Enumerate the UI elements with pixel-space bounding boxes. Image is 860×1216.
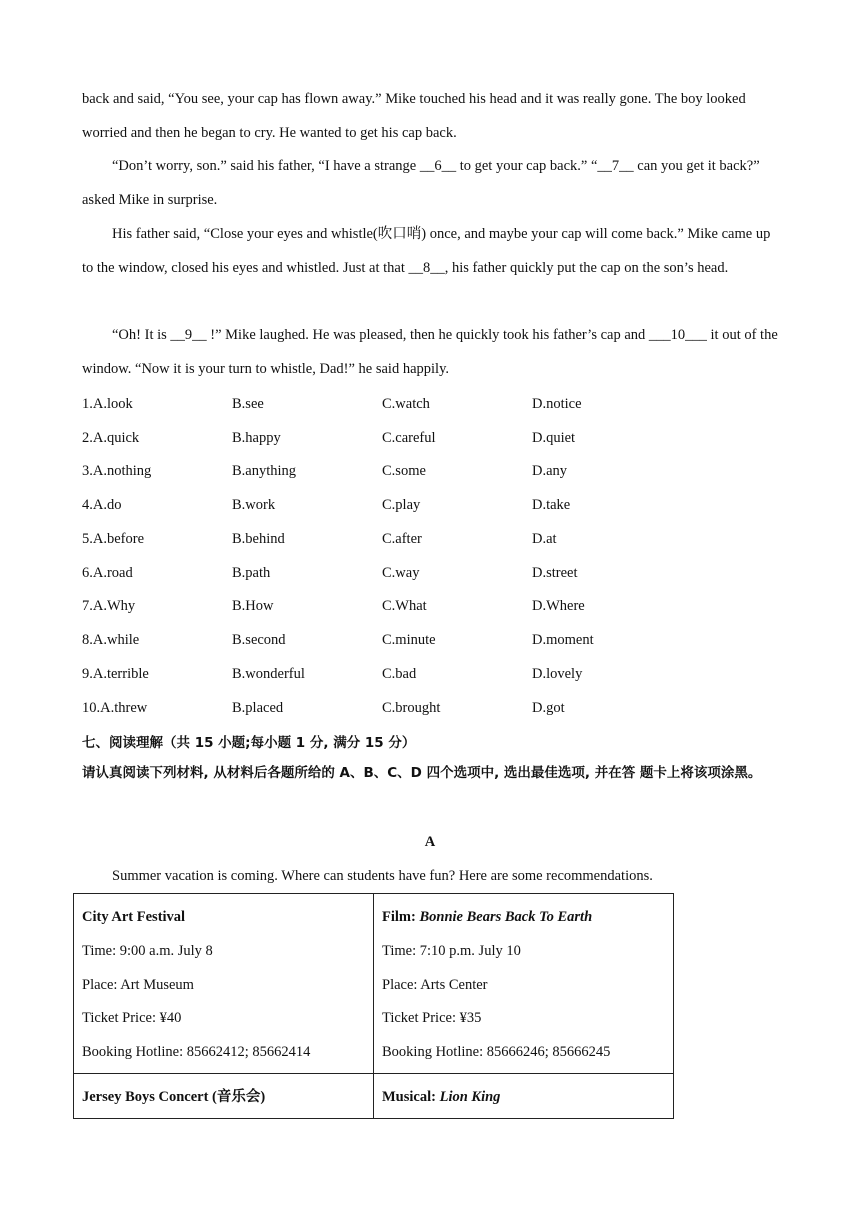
- event-title: Lion King: [439, 1088, 501, 1105]
- passage-line: worried and then he began to cry. He wanted to get his cap back.: [82, 124, 457, 141]
- option-c: C.brought: [382, 700, 441, 716]
- option-d: D.take: [532, 497, 571, 513]
- option-b: B.How: [232, 598, 274, 614]
- event-title: Bonnie Bears Back To Earth: [419, 909, 593, 925]
- event-price: Ticket Price: ¥35: [382, 1010, 482, 1027]
- option-d: D.any: [532, 463, 568, 479]
- option-d: D.quiet: [532, 430, 576, 446]
- option-a: 10.A.threw: [82, 700, 148, 716]
- passage-paragraph-3: His father said, “Close your eyes and whistle(吹口哨) once, and maybe your cap will come back.” Mike came up to the window, closed his eyes and whistled. Just at that __8__, his father quickly put the cap on the son’s head.: [82, 226, 771, 276]
- event-place: Place: Arts Center: [382, 976, 488, 993]
- option-d: D.at: [532, 531, 557, 547]
- option-d: D.got: [532, 700, 565, 716]
- option-c: C.some: [382, 463, 426, 479]
- event-hotline: Booking Hotline: 85662412; 85662414: [82, 1044, 311, 1061]
- passage-paragraph-1: [82, 83, 782, 150]
- part-letter: A: [424, 834, 436, 850]
- option-c: C.way: [382, 565, 420, 581]
- option-a: 9.A.terrible: [82, 666, 149, 682]
- option-d: D.moment: [532, 632, 594, 648]
- intro-text: Summer vacation is coming. Where can students have fun? Here are some recommendations.: [112, 868, 653, 884]
- option-a: 2.A.quick: [82, 430, 140, 446]
- option-b: B.placed: [232, 700, 284, 716]
- option-a: 4.A.do: [82, 497, 122, 513]
- passage-line: back and said, “You see, your cap has flown away.” Mike touched his head and it was really gone. The boy looked: [82, 91, 746, 107]
- event-title: Jersey Boys Concert (音乐会): [82, 1088, 266, 1105]
- option-d: D.lovely: [532, 666, 583, 682]
- option-c: C.watch: [382, 396, 430, 412]
- option-b: B.anything: [232, 463, 297, 479]
- passage-paragraph-4: “Oh! It is __9__ !” Mike laughed. He was pleased, then he quickly took his father’s cap and ___10___ it out of the window. “Now it is your turn to whistle, Dad!” he said happily.: [82, 327, 778, 377]
- option-a: 7.A.Why: [82, 598, 136, 614]
- table-row: [74, 894, 674, 1074]
- option-c: C.What: [382, 598, 427, 614]
- option-b: B.work: [232, 497, 276, 513]
- option-b: B.path: [232, 565, 271, 581]
- event-hotline: Booking Hotline: 85666246; 85666245: [382, 1044, 611, 1061]
- option-b: B.see: [232, 396, 264, 412]
- option-b: B.behind: [232, 531, 285, 547]
- events-table: [73, 893, 674, 1119]
- option-c: C.after: [382, 531, 422, 547]
- event-type-label: Musical:: [382, 1088, 440, 1105]
- event-place: Place: Art Museum: [82, 976, 194, 993]
- option-b: B.happy: [232, 430, 281, 446]
- option-c: C.minute: [382, 632, 436, 648]
- event-time: Time: 7:10 p.m. July 10: [382, 942, 521, 959]
- option-a: 1.A.look: [82, 396, 133, 412]
- passage-paragraph-2: “Don’t worry, son.” said his father, “I have a strange __6__ to get your cap back.” “__7__ can you get it back?” asked Mike in surprise.: [82, 158, 760, 208]
- option-d: D.street: [532, 565, 578, 581]
- option-c: C.careful: [382, 430, 436, 446]
- option-b: B.second: [232, 632, 286, 648]
- section-instruction: 请认真阅读下列材料, 从材料后各题所给的 A、B、C、D 四个选项中, 选出最佳选项, 并在答 题卡上将该项涂黑。: [82, 765, 762, 781]
- event-type-label: Film:: [382, 909, 420, 925]
- event-cell-concert: [74, 1073, 374, 1118]
- event-cell-art-festival: [74, 894, 374, 1074]
- option-a: 8.A.while: [82, 632, 140, 648]
- event-cell-musical: [374, 1073, 674, 1118]
- option-d: D.Where: [532, 598, 585, 614]
- option-d: D.notice: [532, 396, 582, 412]
- option-b: B.wonderful: [232, 666, 305, 682]
- event-price: Ticket Price: ¥40: [82, 1010, 182, 1027]
- event-cell-film: [374, 894, 674, 1074]
- event-title: City Art Festival: [82, 909, 186, 925]
- option-a: 6.A.road: [82, 565, 133, 581]
- option-c: C.bad: [382, 666, 417, 682]
- section-heading: 七、阅读理解（共 15 小题;每小题 1 分, 满分 15 分）: [82, 735, 416, 751]
- option-c: C.play: [382, 497, 421, 513]
- option-a: 3.A.nothing: [82, 463, 152, 479]
- table-row: [74, 1073, 674, 1118]
- event-time: Time: 9:00 a.m. July 8: [82, 942, 213, 959]
- option-a: 5.A.before: [82, 531, 145, 547]
